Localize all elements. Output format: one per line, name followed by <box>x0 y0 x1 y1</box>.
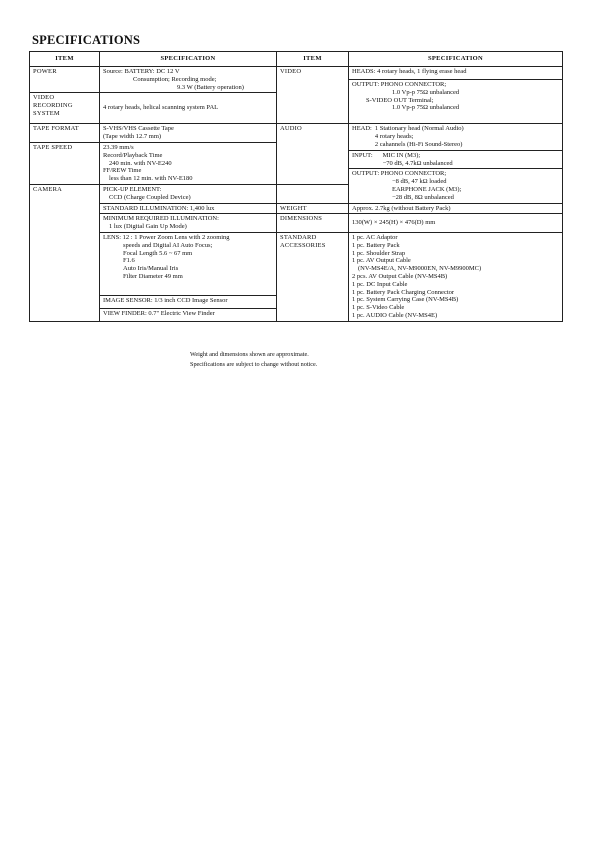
spec-audio-input: INPUT: MIC IN (M3); −70 dB, 4.7kΩ unbalanced <box>349 150 563 169</box>
footnote: Weight and dimensions shown are approximate. <box>190 351 309 358</box>
item-audio: AUDIO <box>277 124 349 185</box>
spec-camera-lens: LENS: 12 : 1 Power Zoom Lens with 2 zooming speeds and Digital AI Auto Focus; Focal Length 5.6 ~ 67 mm F1.6 Auto Iris/Manual Iris Filter Diameter 49 mm <box>100 232 277 295</box>
spec-power: Source: BATTERY: DC 12 V Consumption; Recording mode; 9.3 W (Battery operation) <box>100 67 277 93</box>
spec-camera-standard-illumination: STANDARD ILLUMINATION: 1,400 lux <box>100 203 277 214</box>
spec-audio-output: OUTPUT: PHONO CONNECTOR; −8 dB, 47 kΩ loaded EARPHONE JACK (M3); −28 dB, 8Ω unbalanced <box>349 169 563 203</box>
header-item-right: ITEM <box>277 52 349 67</box>
table-row <box>30 203 563 214</box>
spec-audio-head: HEAD: 1 Stationary head (Normal Audio) 4 rotary heads; 2 cahannels (Hi-Fi Sound-Stereo) <box>349 124 563 150</box>
spec-weight: Approx. 2.7kg (without Battery Pack) <box>349 203 563 214</box>
spec-camera-image-sensor: IMAGE SENSOR: 1/3 inch CCD Image Sensor <box>100 295 277 308</box>
table-row <box>30 232 563 295</box>
spec-standard-accessories: 1 pc. AC Adaptor 1 pc. Battery Pack 1 pc. Shoulder Strap 1 pc. AV Output Cable (NV-MS4E/A, NV-M9000EN, NV-M9900MC) 2 pcs. AV Output Cable (NV-MS4B) 1 pc. DC Input Cable 1 pc. Battery Pack Charging Connector 1 pc. System Carrying Case (NV-MS4B) 1 pc. S-Video Cable 1 pc. AUDIO Cable (NV-MS4E) <box>349 232 563 321</box>
header-spec-right: SPECIFICATION <box>349 52 563 67</box>
spec-video-output: OUTPUT: PHONO CONNECTOR; 1.0 Vp-p 75Ω unbalanced S-VIDEO OUT Terminal; 1.0 Vp-p 75Ω unbalanced <box>349 80 563 124</box>
spec-tape-speed: 23.39 mm/s Record/Playback Time 240 min. with NV-E240 FF/REW Time less than 12 min. with NV-E180 <box>100 142 277 184</box>
header-item-left: ITEM <box>30 52 100 67</box>
spec-camera-min-illumination: MINIMUM REQUIRED ILLUMINATION: 1 lux (Digital Gain Up Mode) <box>100 214 277 233</box>
item-video: VIDEO <box>277 67 349 124</box>
item-tape-speed: TAPE SPEED <box>30 142 100 184</box>
item-weight: WEIGHT <box>277 203 349 214</box>
spec-tape-format: S-VHS/VHS Cassette Tape (Tape width 12.7 mm) <box>100 124 277 143</box>
footnote: Specifications are subject to change without notice. <box>190 360 318 368</box>
page-title: SPECIFICATIONS <box>32 33 141 47</box>
item-video-recording-system: VIDEO RECORDING SYSTEM <box>30 93 100 124</box>
spec-camera-pickup: PICK-UP ELEMENT: CCD (Charge Coupled Device) <box>100 184 277 203</box>
item-tape-format: TAPE FORMAT <box>30 124 100 143</box>
item-dimensions: DIMENSIONS <box>277 214 349 233</box>
spec-dimensions: 130(W) × 245(H) × 476(D) mm <box>349 214 563 233</box>
item-standard-accessories: STANDARD ACCESSORIES <box>277 232 349 321</box>
table-row <box>30 67 563 80</box>
spec-video-heads: HEADS: 4 rotary heads, 1 flying erase head <box>349 67 563 80</box>
item-camera: CAMERA <box>30 184 100 321</box>
specifications-table <box>29 51 563 322</box>
spec-camera-view-finder: VIEW FINDER: 0.7" Electric View Finder <box>100 308 277 321</box>
footnotes <box>190 350 317 369</box>
spec-video-recording-system: 4 rotary heads, helical scanning system PAL <box>100 93 277 124</box>
header-spec-left: SPECIFICATION <box>100 52 277 67</box>
item-power: POWER <box>30 67 100 93</box>
table-header-row <box>30 52 563 67</box>
